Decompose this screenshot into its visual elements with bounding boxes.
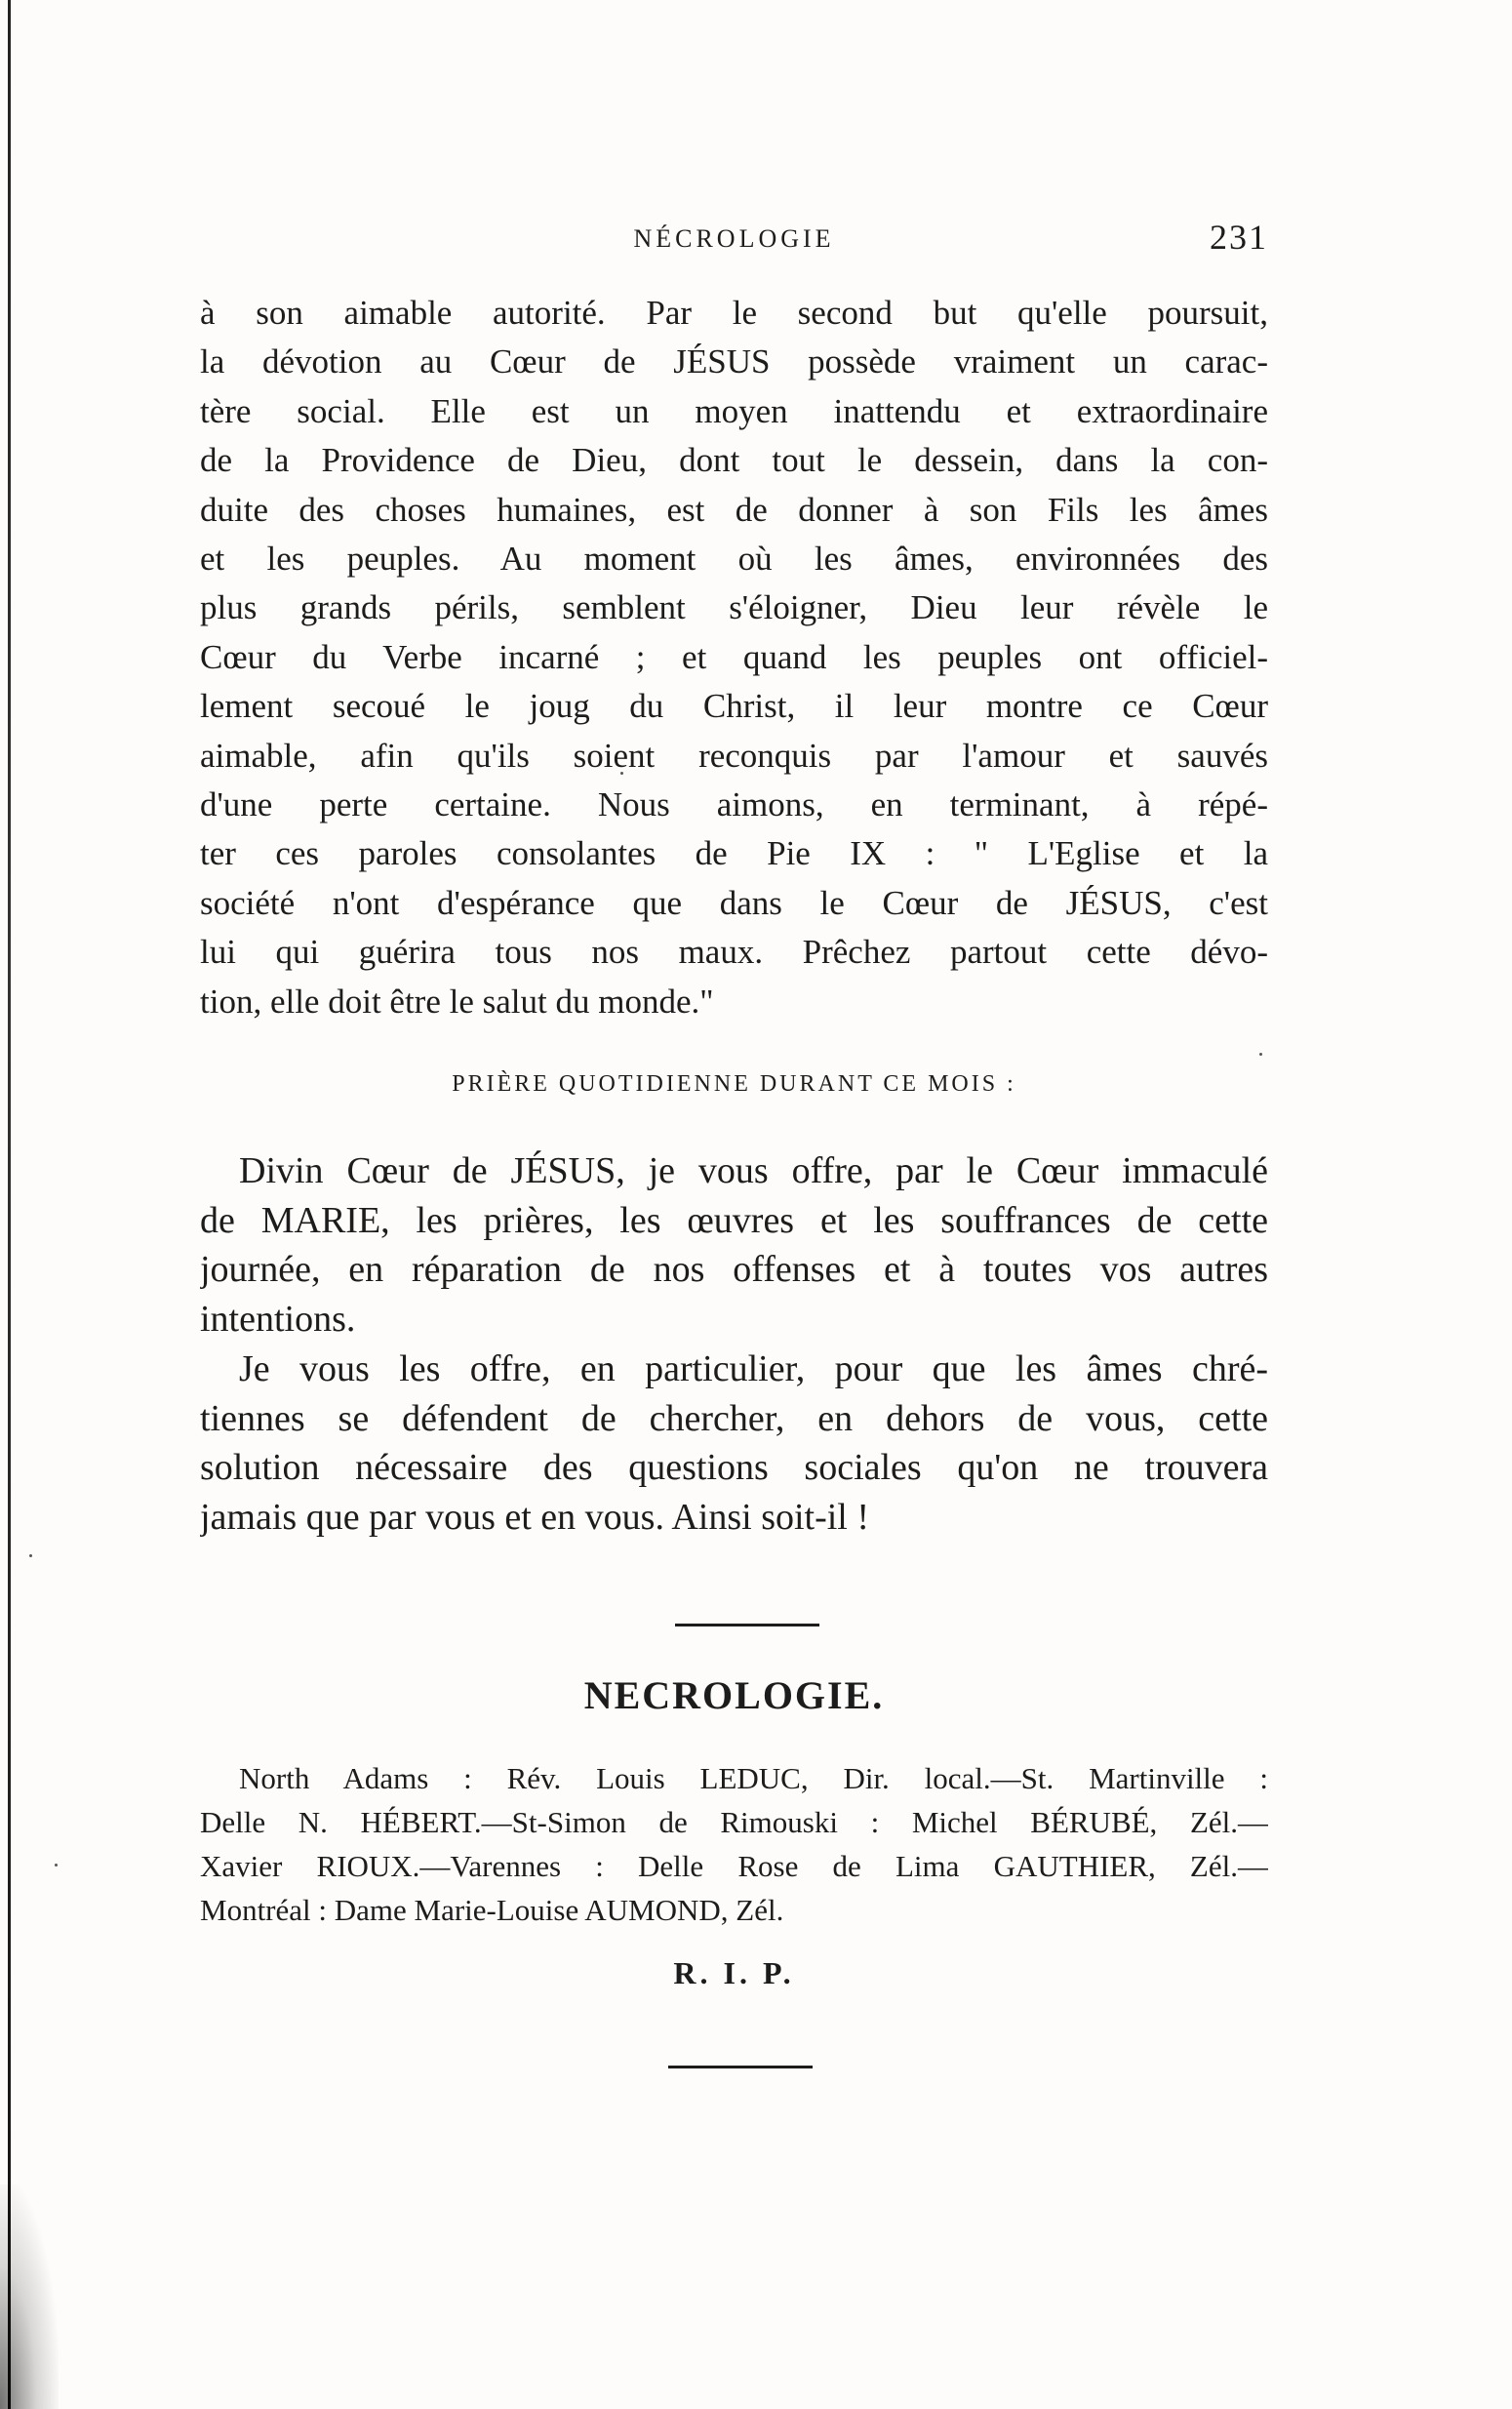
text-line: plus grands périls, semblent s'éloigner, Dieu leur révèle le: [200, 588, 1268, 627]
text-line: journée, en réparation de nos offenses et à toutes vos autres: [200, 1249, 1268, 1290]
text-line: la dévotion au Cœur de JÉSUS possède vraiment un carac-: [200, 342, 1268, 381]
prayer-heading: PRIÈRE QUOTIDIENNE DURANT CE MOIS :: [452, 1071, 1016, 1097]
necrology-text: [200, 1756, 1268, 1932]
text-line: jamais que par vous et en vous. Ainsi soit-il !: [200, 1496, 870, 1538]
page-number: 231: [1210, 218, 1268, 257]
text-line: Cœur du Verbe incarné ; et quand les peuples ont officiel-: [200, 637, 1268, 676]
text-line: société n'ont d'espérance que dans le Cœur de JÉSUS, c'est: [200, 883, 1268, 922]
text-line: Montréal : Dame Marie-Louise AUMOND, Zél.: [200, 1893, 784, 1927]
section-divider: [675, 1624, 819, 1626]
text-line: tère social. Elle est un moyen inattendu et extraordinaire: [200, 391, 1268, 430]
page-binding-edge: [8, 0, 11, 2409]
text-line: Xavier RIOUX.—Varennes : Delle Rose de Lima GAUTHIER, Zél.—: [200, 1849, 1268, 1883]
prayer-text: [200, 1345, 1268, 1542]
text-line: intentions.: [200, 1298, 356, 1340]
necrology-entries: [200, 1756, 1268, 1932]
text-line: ter ces paroles consolantes de Pie IX : " L'Eglise et la: [200, 834, 1268, 873]
body-text: [200, 289, 1268, 1026]
text-line: Je vous les offre, en particulier, pour que les âmes chré-: [239, 1348, 1268, 1389]
text-line: solution nécessaire des questions sociales qu'on ne trouvera: [200, 1447, 1268, 1488]
prayer-paragraph-2: [200, 1345, 1268, 1542]
running-title: NÉCROLOGIE: [633, 224, 835, 253]
text-line: et les peuples. Au moment où les âmes, environnées des: [200, 540, 1268, 579]
text-line: de MARIE, les prières, les œuvres et les souffrances de cette: [200, 1199, 1268, 1241]
text-line: lui qui guérira tous nos maux. Prêchez partout cette dévo-: [200, 933, 1268, 972]
text-line: North Adams : Rév. Louis LEDUC, Dir. local.—St. Martinville :: [239, 1761, 1268, 1795]
text-line: aimable, afin qu'ils soient reconquis par l'amour et sauvés: [200, 736, 1268, 775]
running-head: [200, 217, 1268, 265]
text-line: de la Providence de Dieu, dont tout le dessein, dans la con-: [200, 441, 1268, 480]
prayer-text: [200, 1146, 1268, 1344]
body-paragraph: [200, 289, 1268, 1026]
text-line: lement secoué le joug du Christ, il leur montre ce Cœur: [200, 687, 1268, 726]
necrology-title: NECROLOGIE.: [583, 1673, 885, 1717]
prayer-paragraph-1: [200, 1146, 1268, 1344]
end-divider: [668, 2066, 813, 2068]
rip-closing: R. I. P.: [673, 1955, 795, 1990]
text-line: tiennes se défendent de chercher, en dehors de vous, cette: [200, 1397, 1268, 1439]
text-line: d'une perte certaine. Nous aimons, en terminant, à répé-: [200, 785, 1268, 824]
text-line: tion, elle doit être le salut du monde.": [200, 982, 714, 1021]
text-line: à son aimable autorité. Par le second but qu'elle poursuit,: [200, 294, 1268, 332]
page-corner-shadow: [0, 2185, 59, 2409]
text-line: Delle N. HÉBERT.—St-Simon de Rimouski : Michel BÉRUBÉ, Zél.—: [200, 1805, 1268, 1839]
text-line: duite des choses humaines, est de donner à son Fils les âmes: [200, 490, 1268, 529]
text-line: Divin Cœur de JÉSUS, je vous offre, par le Cœur immaculé: [239, 1150, 1268, 1191]
